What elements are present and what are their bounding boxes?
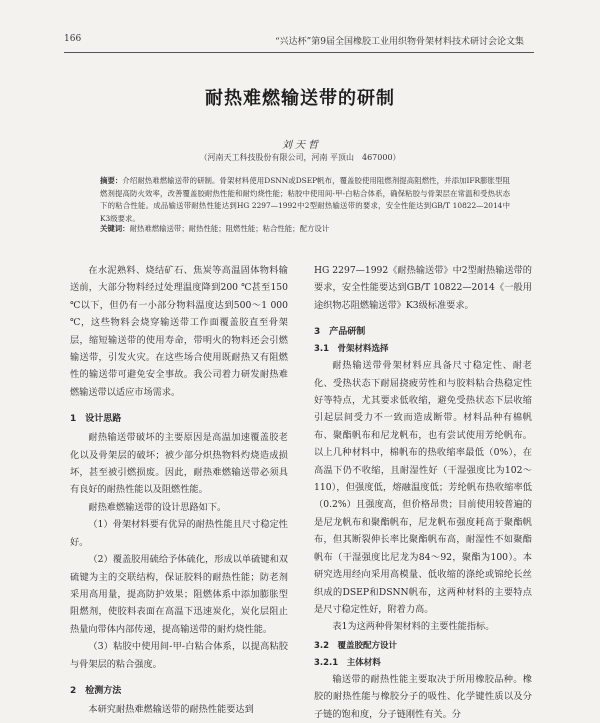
keywords-text: 耐热难燃输送带；耐热性能；阻燃性能；粘合性能；配方设计 bbox=[129, 224, 330, 233]
section-1-paragraph-3: （1）骨架材料要有优异的耐热性能且尺寸稳定性好。 bbox=[70, 519, 288, 548]
section-3-1-heading: 3.1 骨架材料选择 bbox=[314, 344, 389, 355]
abstract bbox=[100, 175, 510, 225]
page-number: 166 bbox=[64, 34, 82, 44]
section-3-1-paragraph-1: 耐热输送带骨架材料应具备尺寸稳定性、耐老化、受热状态下耐屈挠疲劳性和与胶料粘合热稳定性好等特点，尤其要求低收缩，避免受热状态下层收缩引起层间受力不一致而造成断带。材料品种有棉帆布、聚酯帆布和尼龙帆布，也有尝试使用芳纶帆布。以上几种材料中，棉帆布的热收缩率最低（0%），在高温下仍不收缩，且耐湿性好（干湿强度比为102～110），但强度低，熔融温度低；芳纶帆布热收缩率低（0.2%）且强度高，但价格昂贵；目前使用较普遍的是尼龙帆布和聚酯帆布，尼龙帆布强度耗高于聚酯帆布，但其断裂伸长率比聚酯帆布高，耐湿性不如聚酯帆布（干湿强度比尼龙为84～92，聚酯为100）。本研究选用经向采用高模量、低收缩的涤纶或锦纶长丝织成的DSEP和DSNN帆布，这两种材料的主要特点是尺寸稳定性好，附着力高。 bbox=[314, 360, 532, 615]
affiliation: （河南天工科技股份有限公司，河南 平顶山 467000） bbox=[199, 153, 401, 162]
section-1-heading: 1 设计思路 bbox=[70, 414, 122, 425]
continued-paragraph: HG 2297—1992《耐热输送带》中2型耐热输送带的要求，安全性能要达到GB/T 10822—2014《一般用途织物芯阻燃输送带》K3级标准要求。 bbox=[314, 265, 532, 311]
header-rule bbox=[64, 52, 534, 53]
left-column bbox=[70, 262, 288, 718]
running-header bbox=[64, 34, 524, 47]
article-title: 耐热难燃输送带的研制 bbox=[205, 88, 395, 109]
section-3-2-1-paragraph-1: 输送带的耐热性能主要取决于所用橡胶品种。橡胶的耐热性能与橡胶分子的吸性、化学键性质以及分子链的饱和度，分子链刚性有关。分 bbox=[314, 673, 532, 720]
keywords bbox=[100, 223, 510, 234]
section-2-heading: 2 检测方法 bbox=[70, 685, 122, 696]
author: 刘 天 哲 bbox=[281, 140, 319, 151]
section-1-paragraph-1: 耐热输送带破坏的主要原因是高温加速覆盖胶老化以及骨架层的破坏；被少部分炽热物料灼烧造成损坏，甚至被引燃损废。因此，耐热难燃输送带必须具有良好的耐热性能以及阻燃性能。 bbox=[70, 432, 288, 496]
section-3-heading: 3 产品研制 bbox=[314, 327, 366, 338]
abstract-text: 介绍耐热难燃输送带的研制。骨架材料使用DSNN或DSEP帆布，覆盖胶使用阻燃剂提高阻燃性，并添加IFR膨胀型阻燃剂提高防火效率，改善覆盖胶耐热性能和耐灼烧性能；粘胶中使用间-甲-白粘合体系，确保粘胶与骨架层在常温和受热状态下的粘合性能。成品输送带耐热性能达到HG 2297—1992中2型耐热输送带的要求，安全性能达到GB/T 10822—2014中K3级要求。 bbox=[100, 176, 510, 223]
section-1-paragraph-2: 耐热难燃输送带的设计思路如下。 bbox=[88, 501, 227, 513]
keywords-label: 关键词： bbox=[100, 224, 130, 233]
abstract-label: 摘要： bbox=[100, 176, 123, 185]
intro-paragraph: 在水泥熟料、烧结矿石、焦炭等高温固体物料输送前，大部分物料经过处理温度降到200 ℃甚至150 ℃以下，但仍有一小部分物料温度达到500～1 000 ℃，这些物料会烧穿输送带工作面覆盖胶直至骨架层，缩短输送带的使用寿命，带明火的物料还会引燃输送带，引发火灾。在这些场合使用既耐热又有阻燃性的输送带可避免安全事故。我公司着力研发耐热难燃输送带以适应市场需求。 bbox=[70, 265, 288, 398]
running-title: “兴达杯”第9届全国橡胶工业用织物骨架材料技术研讨会论文集 bbox=[275, 37, 524, 47]
section-3-1-paragraph-2: 表1为这两种骨架材料的主要性能指标。 bbox=[332, 621, 495, 633]
section-3-2-1-heading: 3.2.1 主体材料 bbox=[314, 657, 381, 668]
section-1-paragraph-4: （2）覆盖胶用硫给予体硫化，形成以单硫键和双硫键为主的交联结构，保证胶料的耐热性能；防老剂采用高用量，提高防护效果；阻燃体系中添加膨胀型阻燃剂，使胶料表面在高温下迅速炭化，炭化层阻止热量向带体内部传递，提高输送带的耐灼烧性能。 bbox=[70, 554, 288, 635]
section-3-2-heading: 3.2 覆盖胶配方设计 bbox=[314, 640, 398, 651]
right-column bbox=[314, 262, 532, 723]
section-2-paragraph-1: 本研究耐热难燃输送带的耐热性能要达到 bbox=[88, 703, 254, 715]
section-1-paragraph-5: （3）粘胶中使用间-甲-白粘合体系，以提高粘胶与骨架层的粘合强度。 bbox=[70, 641, 288, 670]
